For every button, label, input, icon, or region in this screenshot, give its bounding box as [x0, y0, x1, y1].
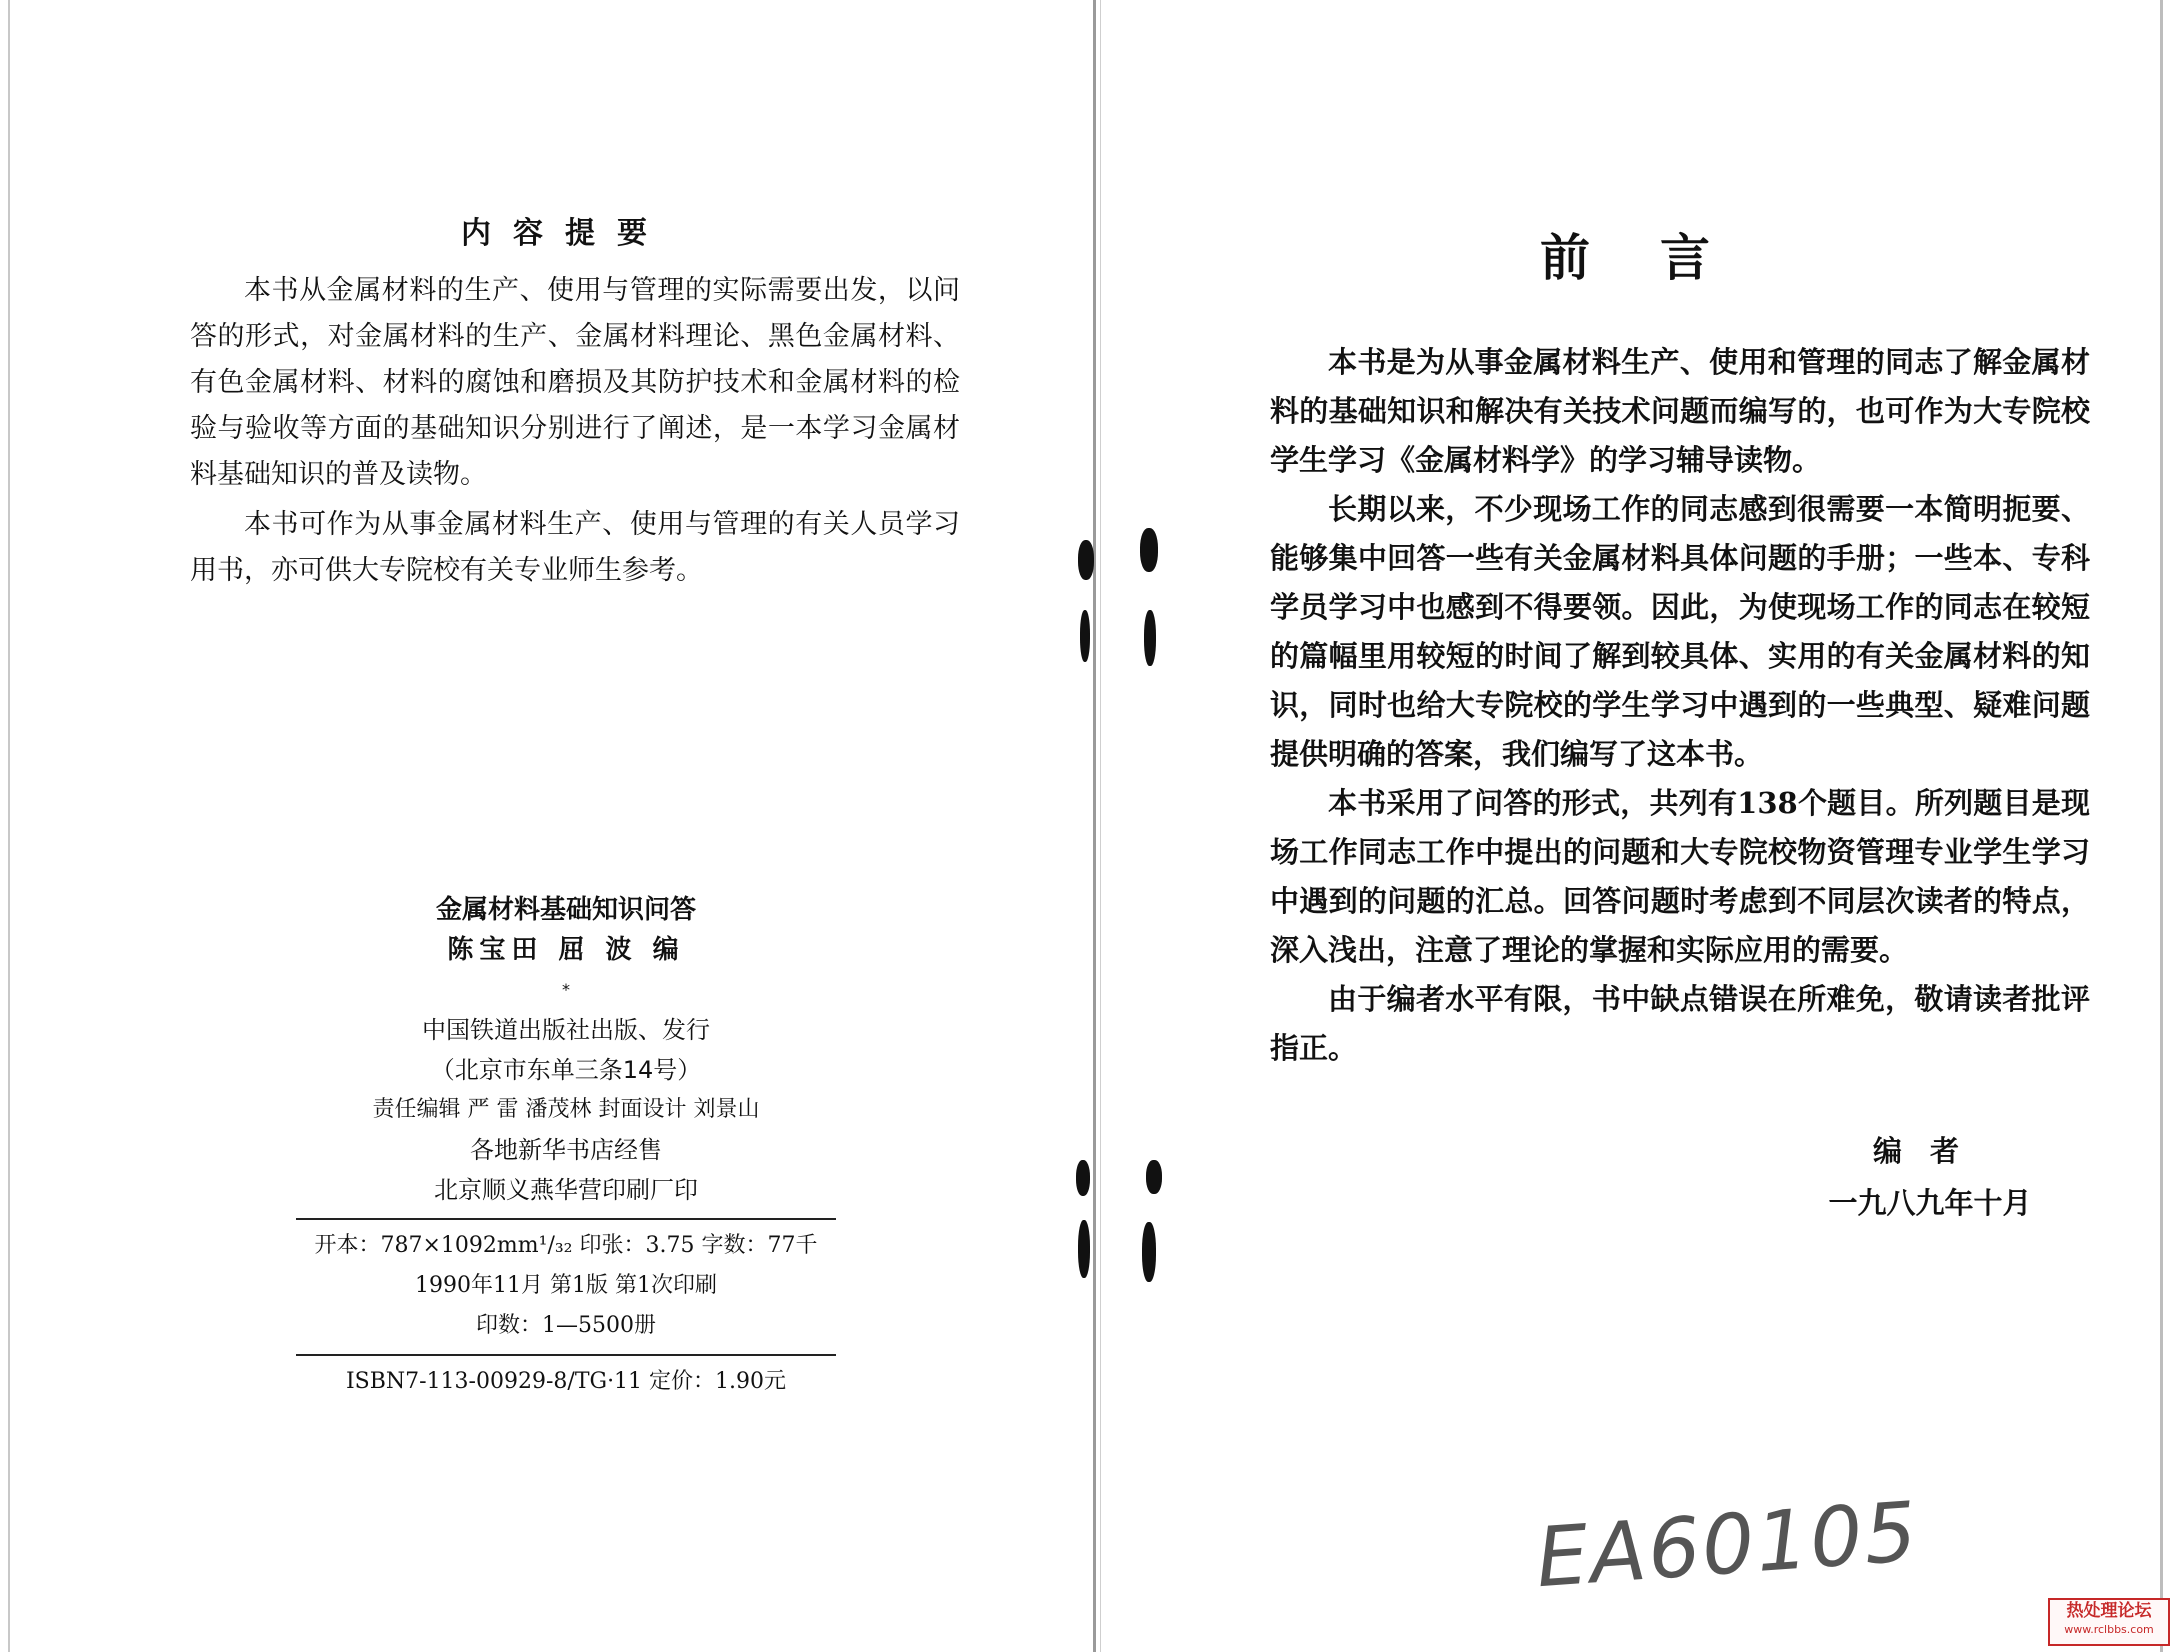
print-run-line: 印数：1—5500册: [476, 1313, 656, 1338]
handwritten-note: EA60105: [1533, 1484, 1922, 1607]
format-line: 开本：787×1092mm¹/₃₂ 印张：3.75 字数：77千: [314, 1233, 818, 1258]
summary-body: [190, 268, 960, 598]
printer-line: 北京顺义燕华营印刷厂印: [434, 1176, 698, 1204]
preface-paragraph: 长期以来，不少现场工作的同志感到很需要一本简明扼要、能够集中回答一些有关金属材料具体问题的手册；一些本、专科学员学习中也感到不得要领。因此，为使现场工作的同志在较短的篇幅里用较短的时间了解到较具体、实用的有关金属材料的知识，同时也给大专院校的学生学习中遇到的一些典型、疑难问题提供明确的答案，我们编写了这本书。: [1270, 492, 2090, 771]
preface-paragraph: 本书采用了问答的形式，共列有138个题目。所列题目是现场工作同志工作中提出的问题和大专院校物资管理专业学生学习中遇到的问题的汇总。回答问题时考虑到不同层次读者的特点，深入浅出，注意了理论的掌握和实际应用的需要。: [1270, 786, 2090, 967]
address-line: （北京市东单三条14号）: [430, 1056, 702, 1084]
watermark-title: 热处理论坛: [2066, 1601, 2152, 1621]
distributor-line: 各地新华书店经售: [470, 1136, 662, 1164]
summary-paragraph: 本书可作为从事金属材料生产、使用与管理的有关人员学习用书，亦可供大专院校有关专业师生参考。: [190, 509, 960, 586]
separator-mark: *: [562, 980, 570, 999]
signer: 编者: [1872, 1134, 1987, 1168]
book-authors: 陈宝田 屈 波 编: [447, 935, 685, 965]
editors-line: 责任编辑 严 雷 潘茂林 封面设计 刘景山: [372, 1097, 760, 1122]
forum-watermark[interactable]: [2048, 1598, 2170, 1646]
preface-body: [1270, 338, 2090, 1073]
summary-paragraph: 本书从金属材料的生产、使用与管理的实际需要出发，以问答的形式，对金属材料的生产、金属材料理论、黑色金属材料、有色金属材料、材料的腐蚀和磨损及其防护技术和金属材料的检验与验收等方面的基础知识分别进行了阐述，是一本学习金属材料基础知识的普及读物。: [190, 275, 960, 490]
summary-title: 内容提要: [461, 216, 669, 251]
publisher-line: 中国铁道出版社出版、发行: [422, 1016, 710, 1044]
preface-paragraph: 本书是为从事金属材料生产、使用和管理的同志了解金属材料的基础知识和解决有关技术问题而编写的，也可作为大专院校学生学习《金属材料学》的学习辅导读物。: [1270, 345, 2090, 477]
colophon-rule-top: [296, 1218, 836, 1220]
isbn-line: ISBN7-113-00929-8/TG·11 定价：1.90元: [345, 1369, 787, 1394]
colophon: [296, 890, 836, 1402]
watermark-url: www.rclbbs.com: [2064, 1623, 2154, 1636]
edition-line: 1990年11月 第1版 第1次印刷: [415, 1273, 717, 1298]
preface-paragraph: 由于编者水平有限，书中缺点错误在所难免，敬请读者批评指正。: [1270, 982, 2090, 1065]
preface-signature: [1800, 1125, 2060, 1229]
colophon-rule-bottom: [296, 1354, 836, 1356]
preface-title: 前言: [1540, 228, 1780, 287]
book-title: 金属材料基础知识问答: [435, 895, 696, 925]
preface-date: 一九八九年十月: [1828, 1186, 2032, 1220]
